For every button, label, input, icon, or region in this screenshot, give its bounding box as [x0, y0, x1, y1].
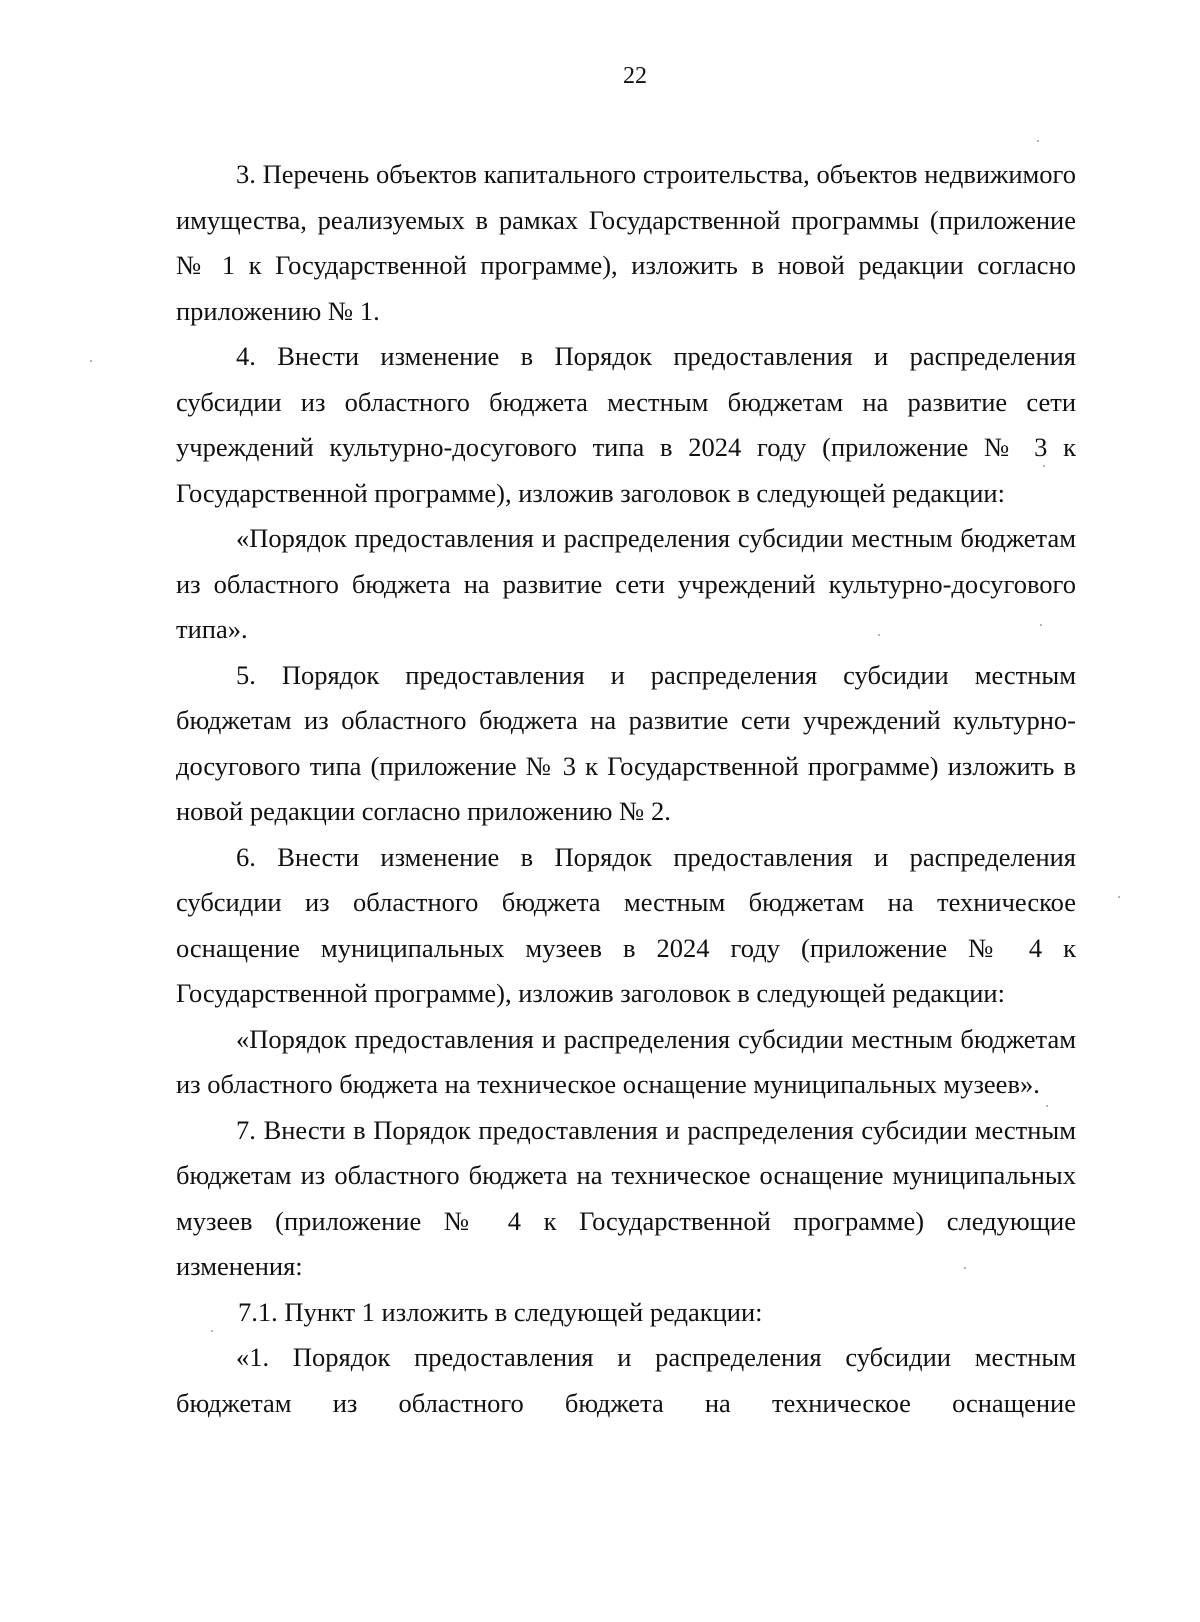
paragraph-7-1-quote: «1. Порядок предоставления и распределения субсидии местным бюджетам из областного бюджета на техническое оснащение	[176, 1342, 1076, 1418]
scan-speck	[878, 634, 880, 636]
scan-speck	[90, 360, 92, 362]
paragraph-6: 6. Внести изменение в Порядок предоставления и распределения субсидии из областного бюджета местным бюджетам на техническое оснащение муниципальных музеев в 2024 году (приложение № 4 к Государственной программе), изложив заголовок в следующей редакции:	[176, 841, 1076, 1008]
page-number: 22	[623, 63, 647, 89]
scan-speck	[1118, 896, 1120, 898]
paragraph-3: 3. Перечень объектов капитального строительства, объектов недвижимого имущества, реализуемых в рамках Государственной программы (приложение № 1 к Государственной программе), изложить в новой редакции согласно приложению № 1.	[176, 159, 1076, 326]
scan-speck	[1037, 140, 1039, 142]
paragraph-6-quote: «Порядок предоставления и распределения субсидии местным бюджетам из областного бюджета на техническое оснащение муниципальных музеев».	[176, 1023, 1076, 1099]
scan-speck	[211, 1330, 213, 1332]
paragraph-5: 5. Порядок предоставления и распределения субсидии местным бюджетам из областного бюджета на развитие сети учреждений культурно-досугового типа (приложение № 3 к Государственной программе) изложить в новой редакции согласно приложению № 2.	[176, 659, 1076, 826]
scan-speck	[1040, 624, 1042, 626]
scan-speck	[964, 1267, 966, 1269]
scan-speck	[1046, 1105, 1048, 1107]
paragraph-4: 4. Внести изменение в Порядок предоставления и распределения субсидии из областного бюджета местным бюджетам на развитие сети учреждений культурно-досугового типа в 2024 году (приложение № 3 к Государственной программе), изложив заголовок в следующей редакции:	[176, 341, 1076, 508]
paragraph-7: 7. Внести в Порядок предоставления и распределения субсидии местным бюджетам из областного бюджета на техническое оснащение муниципальных музеев (приложение № 4 к Государственной программе) следующие изменения:	[176, 1114, 1076, 1281]
paragraph-4-quote: «Порядок предоставления и распределения субсидии местным бюджетам из областного бюджета на развитие сети учреждений культурно-досугового типа».	[176, 523, 1076, 644]
paragraph-7-1: 7.1. Пункт 1 изложить в следующей редакции:	[238, 1296, 763, 1327]
document-body	[176, 152, 1076, 1426]
scan-speck	[1043, 465, 1045, 467]
